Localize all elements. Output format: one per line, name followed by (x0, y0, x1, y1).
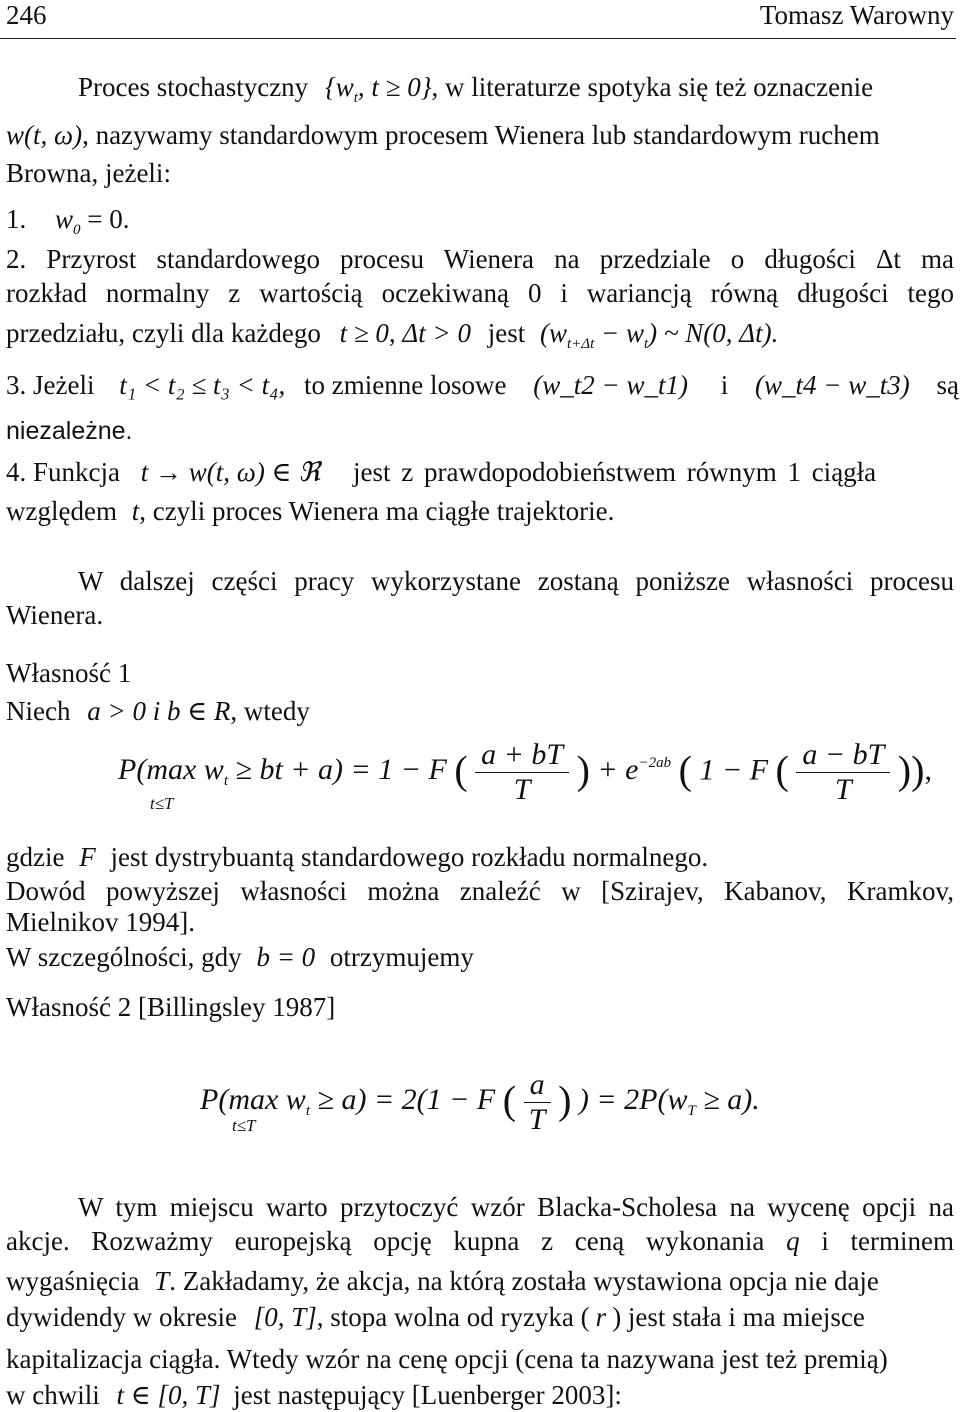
formula-rhs (578, 1083, 760, 1120)
text: względem (6, 496, 117, 526)
para3-line2 (6, 1224, 954, 1258)
prop2-title: Własność 2 [Billingsley 1987] (6, 992, 336, 1022)
para1-line2 (6, 118, 880, 152)
text: 4. Funkcja (6, 457, 120, 487)
para1-line1 (78, 70, 873, 115)
denominator: T (525, 1102, 550, 1136)
math: [0, T] (253, 1302, 317, 1332)
math: ≥ a). (695, 1083, 760, 1117)
item3-line1 (6, 368, 959, 402)
text: przedziału, czyli dla każdego (6, 318, 321, 348)
item1 (6, 202, 130, 247)
math: − w (594, 318, 644, 348)
para3-line3 (6, 1264, 879, 1298)
text: 3. Jeżeli (6, 370, 95, 400)
math-sub: t (223, 773, 228, 790)
math: (w_t2 − w_t1) (533, 370, 688, 400)
math: b = 0 (256, 942, 316, 972)
text: . (122, 204, 130, 234)
math (55, 204, 123, 238)
text: jest dystrybuantą standardowego rozkładu normalnego. (110, 842, 709, 872)
item2-line1: 2. Przyrost standardowego procesu Wienera na przedziale o długości Δt ma (6, 244, 954, 274)
para3-line4 (6, 1300, 865, 1334)
after-prop1-line3: Mielnikov 1994]. (6, 907, 195, 937)
math: P(max w (118, 753, 224, 787)
paren: ( (678, 747, 692, 793)
math: (w (539, 318, 567, 348)
fraction-1 (475, 738, 569, 807)
text: , czyli proces Wienera ma ciągłe trajektorie. (139, 496, 615, 526)
item4-line1 (6, 455, 876, 489)
text: , w literaturze spotyka się też oznaczenie (431, 72, 874, 102)
math (539, 318, 779, 352)
after-prop1-line1 (6, 840, 708, 874)
math-sub: t (305, 1103, 310, 1120)
text: jest (487, 318, 526, 348)
math-sub: t (353, 90, 358, 106)
text: ) jest stała i ma miejsce (612, 1302, 865, 1332)
para1-line3: Browna, jeżeli: (6, 158, 171, 188)
math-sub: 0 (73, 222, 81, 238)
running-author: Tomasz Warowny (759, 0, 954, 30)
after-prop1-line2: Dowód powyższej własności można znaleźć w [Szirajev, Kabanov, Kramkov, (6, 876, 954, 906)
numerator: a + bT (475, 738, 569, 773)
formula-lhs (200, 1083, 496, 1120)
math: t ∈ [0, T] (116, 1380, 221, 1410)
text: W szczególności, gdy (6, 942, 242, 972)
max-subscript: t≤T (232, 1116, 256, 1135)
text: Niech (6, 696, 71, 726)
text: jest następujący [Luenberger 2003]: (233, 1380, 622, 1410)
text: Proces stochastyczny (78, 72, 309, 102)
numerator: a (524, 1068, 551, 1103)
text: i (720, 370, 729, 400)
math: ) ~ N(0, Δt). (648, 318, 779, 348)
text: , wtedy (230, 696, 310, 726)
math-sub: t (643, 336, 649, 352)
math: F (79, 842, 96, 872)
paren: ) (576, 747, 590, 793)
max-subscript: t≤T (150, 794, 174, 813)
text: dywidendy w okresie (6, 1302, 237, 1332)
para2-line1: W dalszej części pracy wykorzystane zostaną poniższe własności procesu (78, 566, 954, 596)
item-number: 1. (6, 204, 27, 234)
para2-line2: Wienera. (6, 600, 104, 630)
math: w (55, 204, 74, 234)
math: + e (597, 753, 639, 787)
prop1-statement (6, 694, 310, 728)
text: otrzymujemy (329, 942, 474, 972)
text: , stopa wolna od ryzyka ( (316, 1302, 590, 1332)
formula-mid (597, 753, 671, 786)
text: w chwili (6, 1380, 100, 1410)
item4-line2 (6, 494, 614, 528)
math: ) = 2P(w (578, 1083, 688, 1117)
math: t ≥ 0, Δt > 0 (339, 318, 471, 348)
text: gdzie (6, 842, 65, 872)
denominator: T (831, 772, 856, 806)
math: ≥ bt + a) = 1 − F (227, 753, 447, 787)
math: = 0 (80, 204, 123, 234)
after-prop1-line4 (6, 940, 474, 974)
page-number: 246 (6, 0, 47, 30)
math: 1 − F (699, 753, 769, 787)
text: , nazywamy standardowym procesem Wienera lub standardowym ruchem (82, 120, 880, 150)
item3-line2: niezależne. (6, 417, 133, 445)
math: T (154, 1266, 170, 1296)
math: , t ≥ 0} (357, 72, 432, 102)
paren: ( (775, 747, 789, 793)
para3-line6 (6, 1378, 622, 1412)
paren: ) (558, 1077, 572, 1123)
math-sub: T (687, 1103, 696, 1120)
paren: ( (502, 1077, 517, 1123)
math: P(max w (200, 1083, 306, 1117)
fraction-2 (796, 738, 890, 807)
prop1-title: Własność 1 (6, 658, 132, 688)
math-exponent: −2ab (638, 755, 672, 772)
math: r (595, 1302, 607, 1332)
para3-line1: W tym miejscu warto przytoczyć wzór Blacka-Scholesa na wycenę opcji na (78, 1192, 954, 1222)
prop1-formula (118, 738, 932, 807)
math-sub: t+Δt (566, 336, 595, 352)
math: t → w(t, ω) ∈ ℜ (140, 457, 321, 487)
formula-lhs (118, 753, 447, 790)
fraction (524, 1068, 551, 1137)
item2-line3 (6, 316, 778, 361)
math: q (786, 1226, 800, 1256)
paren: )) (897, 747, 925, 793)
para3-line5: kapitalizacja ciągła. Wtedy wzór na cenę opcji (cena ta nazywana jest też premią) (6, 1344, 888, 1374)
numerator: a − bT (796, 738, 890, 773)
math: t (131, 496, 140, 526)
math: w(t, ω) (6, 120, 83, 150)
math: (w_t4 − w_t3) (754, 370, 910, 400)
text: . Zakładamy, że akcja, na którą została wystawiona opcja nie daje (169, 1266, 879, 1296)
text: wygaśnięcia (6, 1266, 140, 1296)
math: a > 0 i b ∈ R (87, 696, 231, 726)
denominator: T (510, 772, 535, 806)
page-header (0, 0, 956, 39)
text: to zmienne losowe (304, 370, 507, 400)
text: są (936, 370, 959, 400)
paren: ( (454, 747, 468, 793)
math-set (324, 72, 432, 106)
text: i terminem (821, 1226, 955, 1256)
text: jest z prawdopodobieństwem równym 1 ciągła (353, 457, 877, 487)
item2-line2: rozkład normalny z wartością oczekiwaną 0 i wariancją równą długości tego (6, 278, 954, 308)
math: ≥ a) = 2(1 − F (309, 1083, 496, 1117)
text: akcje. Rozważmy europejską opcję kupna z ceną wykonania (6, 1226, 765, 1256)
prop2-formula (200, 1068, 760, 1137)
math: , (924, 753, 932, 787)
math: {w (324, 72, 354, 102)
math: t₁ < t₂ ≤ t₃ < t₄, (119, 370, 286, 400)
